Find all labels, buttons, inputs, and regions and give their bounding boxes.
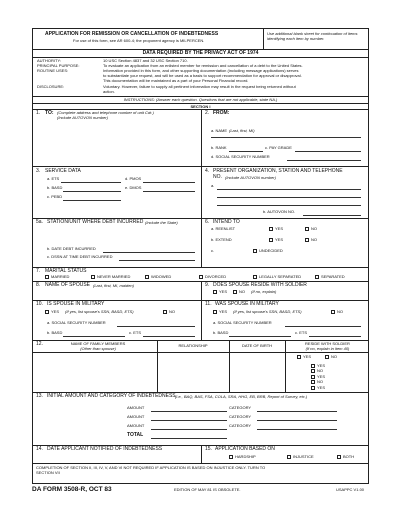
item-4-hint: (Include AUTOVON number)	[225, 174, 276, 180]
reside-no-label: NO	[331, 354, 337, 359]
ets-field[interactable]	[61, 182, 121, 183]
dssn-field[interactable]	[119, 260, 195, 261]
family-rows	[33, 352, 370, 392]
item-15-label: APPLICATION BASED ON	[215, 446, 275, 452]
reside-yes-label: YES	[317, 385, 326, 390]
extend-label: b. EXTEND	[211, 237, 232, 242]
reside-subheader: (If no, explain in item 40)	[305, 346, 350, 351]
was-spouse-military-yes-label: YES	[219, 309, 228, 314]
item-3-number: 3.	[36, 168, 41, 174]
item-11-number: 11.	[205, 301, 212, 307]
privacy-heading: DATA REQUIRED BY THE PRIVACY ACT OF 1974	[142, 50, 259, 56]
spouse-military-yes-label: YES	[51, 309, 60, 314]
item-14-label: DATE APPLICANT NOTIFIED OF INDEBTEDNESS	[47, 446, 163, 452]
basd-field[interactable]	[63, 191, 121, 192]
item-3-label: SERVICE DATA	[45, 168, 81, 174]
date-debt-label: b. DATE DEBT INCURRED	[47, 246, 96, 251]
former-spouse-ets-field[interactable]	[309, 336, 361, 337]
ssn-field[interactable]	[287, 160, 361, 161]
reside-no-label: NO	[317, 368, 323, 373]
category-label-1: CATEGORY	[229, 405, 252, 410]
completion-note-1: COMPLETION OF SECTION II, III, IV, V, AND VI NOT REQUIRED IF APPLICATION IS BASED ON INJUSTICE ONLY. TURN TO	[36, 465, 266, 470]
widowed-checkbox[interactable]	[145, 275, 149, 279]
married-label: MARRIED	[51, 274, 70, 279]
item-1-label: TO:	[45, 110, 54, 116]
org-a-label: a.	[211, 183, 215, 188]
spouse-reside-no-label: NO	[239, 289, 245, 294]
routine-text-1: Information provided in this form, and other supporting documentation (including message applications) serves	[103, 68, 299, 73]
routine-label: ROUTINE USES:	[37, 68, 69, 73]
reenlist-label: a. REENLIST	[211, 226, 236, 231]
item-1-hint-2: (Include AUTOVON number)	[57, 115, 108, 120]
item-5-label: STATION/UNIT WHERE DEBT INCURRED	[47, 219, 144, 225]
reenlist-no-checkbox[interactable]	[305, 227, 309, 231]
spouse-ets-label: c. ETS	[129, 330, 142, 335]
pebd-field[interactable]	[63, 200, 121, 201]
item-13-hint: (i.e., BAQ, BAS, FSA, COLA, SRA, HHG, EB, BRB, Report of Survey, etc.)	[175, 393, 308, 399]
category-field-1[interactable]	[257, 411, 337, 412]
injustice-checkbox[interactable]	[287, 455, 291, 459]
agency-note: For use of this form, see AR 600-4; the proponent agency is MILPERCEN.	[73, 38, 205, 43]
item-12-number: 12.	[36, 341, 43, 347]
pmos-field[interactable]	[143, 182, 195, 183]
authority-label: AUTHORITY:	[37, 58, 62, 63]
spouse-reside-yes-label: YES	[219, 289, 228, 294]
widowed-label: WIDOWED	[151, 274, 172, 279]
item-11-label: WAS SPOUSE IN MILITARY	[215, 301, 279, 307]
married-checkbox[interactable]	[45, 275, 49, 279]
extend-yes-checkbox[interactable]	[269, 238, 273, 242]
divorced-checkbox[interactable]	[199, 275, 203, 279]
category-label-3: CATEGORY	[229, 423, 252, 428]
item-7-number: 7.	[36, 267, 41, 274]
was-spouse-military-yes-checkbox[interactable]	[213, 310, 217, 314]
ets-label: a. ETS	[47, 176, 60, 181]
undecided-checkbox[interactable]	[253, 249, 257, 253]
amount-field-2[interactable]	[151, 420, 227, 421]
item-13-label: INITIAL AMOUNT AND CATEGORY OF INDEBTEDNESS	[47, 393, 176, 399]
amount-label-1: AMOUNT	[127, 405, 145, 410]
undecided-c-label: c.	[211, 248, 215, 253]
basd-label: b. BASD	[47, 185, 63, 190]
separated-checkbox[interactable]	[315, 275, 319, 279]
item-10-label: IS SPOUSE IN MILITARY	[47, 301, 105, 307]
date-debt-field[interactable]	[103, 252, 195, 253]
org-line-2[interactable]	[217, 197, 361, 198]
purpose-label: PRINCIPAL PURPOSE:	[37, 63, 80, 68]
item-8-label: NAME OF SPOUSE	[45, 282, 91, 288]
spouse-basd-label: b. BASD	[47, 330, 63, 335]
hardship-checkbox[interactable]	[229, 455, 233, 459]
amount-label-3: AMOUNT	[127, 423, 145, 428]
item-14-number: 14.	[36, 446, 43, 452]
legally-separated-label: LEGALLY SEPARATED	[259, 274, 302, 279]
separated-label: SEPARATED	[321, 274, 345, 279]
spouse-reside-hint: (If no, explain)	[251, 289, 277, 294]
dob-header: DATE OF BIRTH	[241, 343, 273, 348]
table-row	[33, 352, 370, 362]
category-field-3[interactable]	[257, 429, 337, 430]
spouse-basd-field[interactable]	[63, 336, 125, 337]
former-spouse-basd-field[interactable]	[229, 336, 291, 337]
spouse-ssn-label: a. SOCIAL SECURITY NUMBER	[47, 320, 106, 325]
additional-sheet-note: Use additional blank sheet for continuation of items identifying each item by number.	[267, 31, 358, 41]
both-checkbox[interactable]	[337, 455, 341, 459]
form-title: APPLICATION FOR REMISSION OR CANCELLATION OF INDEBTEDNESS	[45, 31, 219, 37]
former-spouse-ets-label: c. ETS	[295, 330, 308, 335]
form-code: USAPPC V1.00	[336, 487, 365, 492]
hardship-label: HARDSHIP	[235, 454, 256, 459]
edition-note: EDITION OF MAY 81 IS OBSOLETE.	[174, 487, 241, 492]
reside-yes-checkbox[interactable]	[311, 375, 315, 379]
item-4-number: 4.	[205, 168, 210, 174]
name-hint: (Last, first, MI)	[229, 128, 255, 133]
extend-yes-label: YES	[275, 237, 284, 242]
spouse-ets-field[interactable]	[143, 336, 195, 337]
reside-yes-label: YES	[317, 374, 326, 379]
org-line-3[interactable]	[217, 205, 361, 206]
ssn-label: d. SOCIAL SECURITY NUMBER	[211, 154, 270, 159]
section-1-heading: SECTION I	[190, 103, 211, 109]
family-name-subheader: (Other than spouse)	[80, 346, 116, 351]
extend-no-checkbox[interactable]	[305, 238, 309, 242]
purpose-text: To evaluate an application from an enlisted member for remission and cancellation of a debt to the United States.	[103, 63, 303, 68]
spouse-military-no-checkbox[interactable]	[163, 310, 167, 314]
item-1-number: 1.	[36, 110, 41, 116]
dssn-label: c. DSSN AT TIME DEBT INCURRED	[47, 254, 113, 259]
was-spouse-military-no-checkbox[interactable]	[331, 310, 335, 314]
reside-yes-label: YES	[303, 354, 312, 359]
both-label: BOTH	[343, 454, 355, 459]
instructions: INSTRUCTIONS: (Answer each question. Questions that are not applicable, state NA.)	[123, 97, 278, 102]
item-2-number: 2.	[205, 110, 210, 116]
autovon-field[interactable]	[303, 215, 361, 216]
reside-no-checkbox[interactable]	[325, 355, 329, 359]
reside-yes-label: YES	[317, 363, 326, 368]
spouse-military-yes-checkbox[interactable]	[45, 310, 49, 314]
form-id: DA FORM 3508-R, OCT 83	[32, 486, 112, 493]
disclosure-text-2: action.	[103, 89, 115, 94]
reside-no-label: NO	[317, 379, 323, 384]
item-4-label-2: NO.	[213, 174, 222, 180]
pebd-label: c. PEBD	[47, 194, 63, 199]
org-line-1[interactable]	[217, 189, 361, 190]
routine-text-2: to substantiate your request, and will be used as a basis to support recommendation for approval or disapproval.	[103, 73, 302, 78]
reside-yes-checkbox[interactable]	[311, 364, 315, 368]
total-field[interactable]	[151, 438, 227, 439]
legally-separated-checkbox[interactable]	[253, 275, 257, 279]
authority-text: 10 USC Section 4837 and 32 USC Section 710.	[103, 58, 188, 63]
pay-grade-field[interactable]	[295, 151, 361, 152]
autovon-label: b. AUTOVON NO.	[263, 209, 296, 214]
amount-field-1[interactable]	[151, 411, 227, 412]
extend-no-label: NO	[311, 237, 317, 242]
reenlist-yes-checkbox[interactable]	[269, 227, 273, 231]
former-spouse-ssn-field[interactable]	[285, 326, 361, 327]
item-5-hint: (Include the State)	[145, 219, 178, 225]
item-5-number: 5a.	[36, 219, 43, 225]
item-9-label: DOES SPOUSE RESIDE WITH SOLDIER	[213, 282, 307, 288]
reside-yes-checkbox[interactable]	[311, 386, 315, 390]
was-spouse-military-no-label: NO	[337, 309, 343, 314]
item-7-label: MARITAL STATUS	[45, 267, 87, 274]
never-married-label: NEVER MARRIED	[97, 274, 131, 279]
pmos-label: d. PMOS	[125, 176, 142, 181]
item-10-number: 10.	[36, 301, 43, 307]
relationship-header: RELATIONSHIP	[178, 343, 208, 348]
spouse-reside-no-checkbox[interactable]	[233, 290, 237, 294]
divorced-label: DIVORCED	[205, 274, 227, 279]
item-13-number: 13.	[36, 393, 43, 399]
spouse-reside-yes-checkbox[interactable]	[213, 290, 217, 294]
spouse-ssn-field[interactable]	[117, 326, 195, 327]
item-4-label: PRESENT ORGANIZATION, STATION AND TELEPHONE	[213, 168, 343, 174]
category-label-2: CATEGORY	[229, 414, 252, 419]
rank-label: b. RANK	[211, 145, 227, 150]
reenlist-yes-label: YES	[275, 226, 284, 231]
completion-note-2: SECTION VII	[36, 470, 60, 475]
item-8-number: 8.	[36, 282, 41, 288]
table-row	[33, 362, 370, 372]
to-address-field[interactable]	[43, 123, 193, 163]
amount-field-3[interactable]	[151, 429, 227, 430]
dmos-label: e. DMOS	[125, 185, 142, 190]
spouse-military-no-label: NO	[169, 309, 175, 314]
item-6-number: 6.	[205, 219, 210, 225]
item-9-number: 9.	[205, 282, 210, 288]
reside-yes-checkbox[interactable]	[297, 355, 301, 359]
name-label: a. NAME	[211, 128, 228, 133]
former-spouse-ssn-label: a. SOCIAL SECURITY NUMBER	[213, 320, 272, 325]
disclosure-text-1: Voluntary. However, failure to supply all pertinent information may result in the request being returned without	[103, 84, 296, 89]
item-15-number: 15.	[205, 446, 212, 452]
item-6-label: INTEND TO	[213, 219, 240, 225]
name-field[interactable]	[211, 137, 361, 138]
category-field-2[interactable]	[257, 420, 337, 421]
total-label: TOTAL	[127, 432, 144, 438]
table-row	[33, 372, 370, 382]
reenlist-no-label: NO	[311, 226, 317, 231]
pay-grade-label: c. PAY GRADE	[265, 145, 292, 150]
dmos-field[interactable]	[143, 191, 195, 192]
undecided-label: UNDECIDED	[259, 248, 283, 253]
disclosure-label: DISCLOSURE:	[37, 84, 65, 89]
spouse-military-hint: (If yes, list spouse's SSN, BASD, ETS)	[65, 309, 134, 314]
never-married-checkbox[interactable]	[91, 275, 95, 279]
rank-field[interactable]	[229, 151, 263, 152]
form-frame	[32, 28, 369, 484]
injustice-label: INJUSTICE	[293, 454, 314, 459]
item-2-label: FROM:	[213, 110, 230, 116]
reside-header: RESIDE WITH SOLDIER	[305, 341, 350, 346]
routine-text-3: This documentation will be maintained as a part of your Personal Financial record.	[103, 78, 249, 83]
family-name-header: NAME OF FAMILY MEMBERS	[70, 341, 126, 346]
item-8-hint: (Last, first, MI, maiden)	[93, 282, 134, 288]
was-spouse-military-hint: (If yes, list spouse's SSN, BASD, ETS)	[233, 309, 302, 314]
former-spouse-basd-label: b. BASD	[213, 330, 229, 335]
item-1-hint: (Complete address and telephone number of unit Cdr.)	[57, 110, 154, 115]
amount-label-2: AMOUNT	[127, 414, 145, 419]
